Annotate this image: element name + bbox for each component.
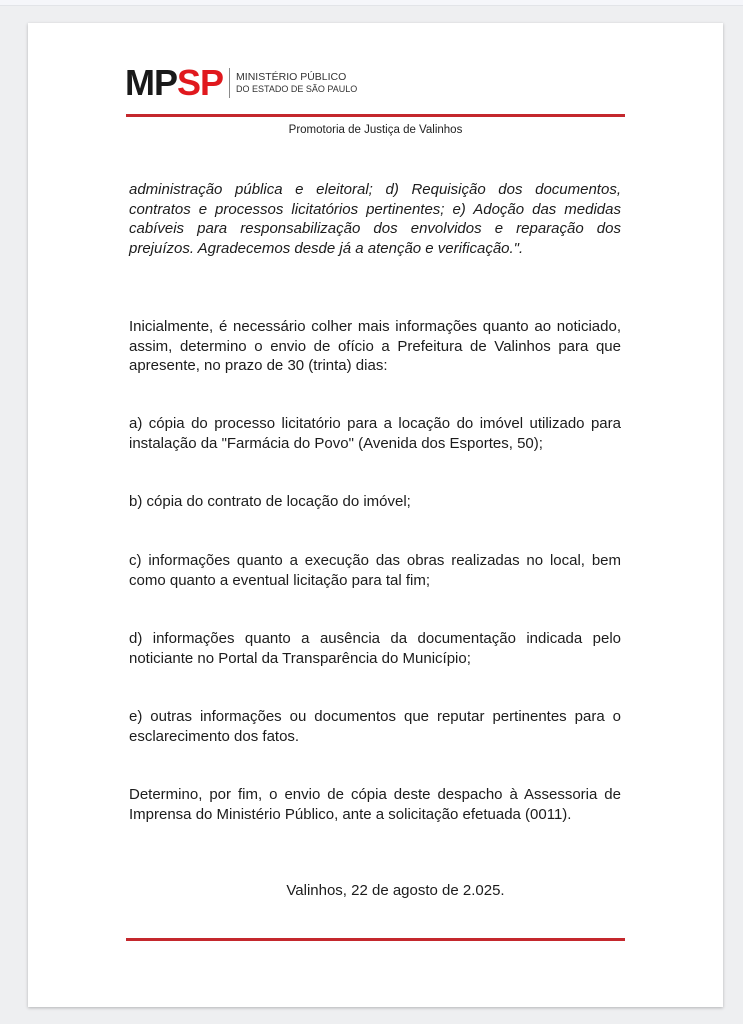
place-date-line: Valinhos, 22 de agosto de 2.025. bbox=[286, 882, 505, 899]
logo-caption-line1: MINISTÉRIO PÚBLICO bbox=[236, 71, 347, 83]
item-b: b) cópia do contrato de locação do imóvel; bbox=[129, 493, 411, 510]
mpsp-logo bbox=[125, 62, 358, 103]
item-c: c) informações quanto a execução das obras realizadas no local, bem como quanto a eventual licitação para tal fim; bbox=[129, 552, 621, 589]
logo-sp-text: SP bbox=[177, 62, 224, 103]
logo-mp-text: MP bbox=[125, 62, 177, 103]
logo-caption bbox=[236, 71, 357, 95]
office-subtitle: Promotoria de Justiça de Valinhos bbox=[288, 124, 463, 136]
item-e: e) outras informações ou documentos que reputar pertinentes para o esclarecimento dos fatos. bbox=[129, 708, 621, 745]
closing-paragraph: Determino, por fim, o envio de cópia deste despacho à Assessoria de Imprensa do Ministério Público, ante a solicitação efetuada (0011). bbox=[129, 786, 621, 823]
intro-paragraph: Inicialmente, é necessário colher mais informações quanto ao noticiado, assim, determino o envio de ofício a Prefeitura de Valinhos para que apresente, no prazo de 30 (trinta) dias: bbox=[129, 318, 621, 374]
logo-divider bbox=[229, 68, 230, 98]
document-page bbox=[28, 23, 723, 1007]
viewer-top-bar bbox=[0, 0, 743, 6]
footer-rule bbox=[126, 938, 625, 941]
item-a: a) cópia do processo licitatório para a locação do imóvel utilizado para instalação da "Farmácia do Povo" (Avenida dos Esportes, 50); bbox=[129, 415, 621, 452]
header-rule bbox=[126, 114, 625, 117]
item-d: d) informações quanto a ausência da documentação indicada pelo noticiante no Portal da Transparência do Município; bbox=[129, 630, 621, 667]
quoted-paragraph: administração pública e eleitoral; d) Requisição dos documentos, contratos e processos licitatórios pertinentes; e) Adoção das medidas cabíveis para responsabilização dos envolvidos e reparação dos prejuízos. Agradecemos desde já a atenção e verificação.". bbox=[129, 181, 621, 257]
logo-caption-line2: DO ESTADO DE SÃO PAULO bbox=[236, 84, 358, 94]
